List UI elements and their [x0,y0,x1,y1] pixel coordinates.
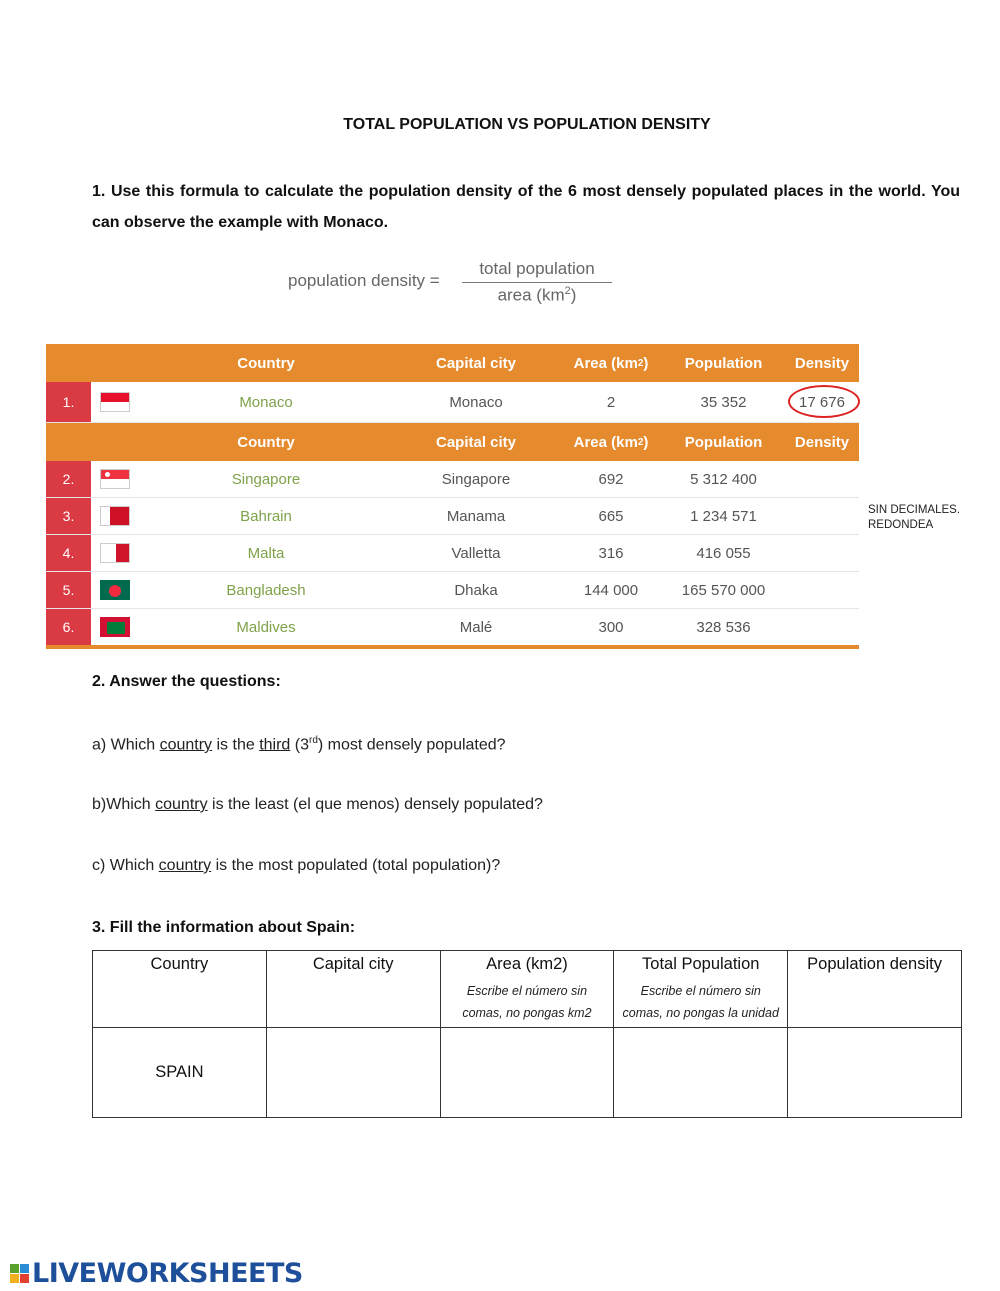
qa-sup: rd [308,735,318,746]
qa-underlined: country [159,736,213,754]
density-table [46,344,859,649]
liveworksheets-logo-icon [10,1262,30,1284]
header-density: Density [794,433,850,451]
qa-text: a) Which [92,736,160,754]
spain-capital-field[interactable] [266,1028,440,1118]
header-area [561,344,661,382]
population-cell: 35 352 [700,393,747,411]
population-cell: 5 312 400 [690,470,757,488]
header-area-text: Area (km [573,433,638,451]
rounding-note [868,503,960,533]
header-density: Density [794,354,850,372]
density-highlight-circle [788,385,860,418]
note-line-1: SIN DECIMALES. [868,504,961,516]
rank-cell: 3. [46,498,91,534]
country-cell: Bangladesh [226,581,306,599]
formula-numerator: total population [479,259,595,278]
hint-line: Escribe el número sin [640,984,761,998]
table-row-monaco [46,382,859,423]
spain-population-field[interactable] [614,1028,788,1118]
header-population-density: Population density [788,951,962,1028]
qa-underlined: country [158,857,212,874]
header-capital: Capital city [266,951,440,1028]
formula-lhs: population density = [288,271,440,290]
rank-cell: 6. [46,609,91,645]
fraction-bar [462,282,612,283]
country-cell: Singapore [231,470,301,488]
header-area-sup: 2 [637,436,644,448]
denominator-text: area (km [497,285,565,305]
header-area [440,951,614,1028]
qa-underlined: third [259,736,291,754]
capital-cell: Malé [459,618,493,636]
population-cell: 328 536 [696,618,751,636]
spain-table-row [93,1028,962,1118]
logo-text: LIVEWORKSHEETS [32,1257,303,1289]
header-population: Population [684,354,763,372]
area-cell: 316 [598,544,624,562]
question-1-text: 1. Use this formula to calculate the population density of the 6 most densely populated places in the world. You can observe the example with Monaco. [92,183,960,231]
qa-text: is the [212,736,260,754]
rank-cell: 1. [46,382,91,422]
rank-cell: 2. [46,461,91,497]
table-header-row [46,344,859,382]
header-country: Country [237,354,295,372]
capital-cell: Monaco [449,393,503,411]
table-row-bangladesh [46,572,859,609]
country-cell: Bahrain [240,507,292,525]
density-answer-field[interactable] [782,535,862,571]
density-formula [288,257,628,309]
malta-flag-icon [100,535,130,571]
header-pop-label: Total Population [642,955,760,973]
area-cell: 665 [598,507,624,525]
qa-text: ) most densely populated? [317,736,506,754]
density-answer-field[interactable] [782,609,862,645]
header-total-population [614,951,788,1028]
question-c [92,857,500,875]
maldives-flag-icon [100,609,130,645]
denominator-end: ) [570,285,577,305]
country-cell: Maldives [236,618,296,636]
denominator-sup: 2 [564,285,571,297]
qa-text: b)Which [92,796,156,813]
monaco-flag-icon [100,382,130,422]
singapore-flag-icon [100,461,130,497]
area-cell: 144 000 [583,581,639,599]
liveworksheets-logo [10,1259,303,1287]
qa-text: is the least (el que menos) densely populated? [207,796,543,813]
table-row-singapore [46,461,859,498]
population-hint [614,980,787,1024]
spain-table [92,950,962,1118]
country-cell: Malta [247,544,285,562]
area-cell: 300 [598,618,624,636]
rank-cell: 5. [46,572,91,608]
header-capital: Capital city [435,433,517,451]
qa-text: (3 [290,736,309,754]
header-population: Population [684,433,763,451]
table-row-maldives [46,609,859,649]
density-cell: 17 676 [799,393,845,411]
bahrain-flag-icon [100,498,130,534]
population-cell: 416 055 [696,544,751,562]
density-answer-field[interactable] [782,461,862,497]
table-row-bahrain [46,498,859,535]
table-row-malta [46,535,859,572]
header-capital: Capital city [435,354,517,372]
area-hint [441,980,614,1024]
density-answer-field[interactable] [782,572,862,608]
qa-underlined: country [155,796,208,813]
header-country: Country [237,433,295,451]
header-area-text: Area (km [573,354,638,372]
population-cell: 1 234 571 [690,507,757,525]
spain-density-field[interactable] [788,1028,962,1118]
header-area [561,423,661,461]
question-2-heading: 2. Answer the questions: [92,673,281,690]
formula-denominator [462,285,612,306]
capital-cell: Valletta [451,544,501,562]
area-cell: 2 [606,393,616,411]
rank-cell: 4. [46,535,91,571]
note-line-2: REDONDEA [868,519,934,531]
density-answer-field[interactable] [782,498,862,534]
header-area-end: ) [643,433,649,451]
spain-country-cell: SPAIN [93,1028,267,1118]
qa-text: is the most populated (total population)? [211,857,501,874]
country-cell: Monaco [239,393,293,411]
question-3-heading: 3. Fill the information about Spain: [92,919,356,936]
capital-cell: Singapore [441,470,511,488]
bangladesh-flag-icon [100,572,130,608]
page-title: TOTAL POPULATION VS POPULATION DENSITY [343,116,711,133]
capital-cell: Manama [446,507,506,525]
header-area-label: Area (km2) [486,955,568,973]
question-b [92,796,543,814]
spain-table-header [93,951,962,1028]
spain-area-field[interactable] [440,1028,614,1118]
question-a [92,735,506,754]
hint-line: comas, no pongas la unidad [622,1006,779,1020]
population-cell: 165 570 000 [681,581,766,599]
header-country: Country [93,951,267,1028]
header-area-sup: 2 [637,357,644,369]
qa-text: c) Which [92,857,159,874]
area-cell: 692 [598,470,624,488]
hint-line: Escribe el número sin [466,984,588,998]
capital-cell: Dhaka [454,581,498,599]
header-area-end: ) [643,354,649,372]
table-subheader-row [46,423,859,461]
hint-line: comas, no pongas km2 [462,1006,592,1020]
